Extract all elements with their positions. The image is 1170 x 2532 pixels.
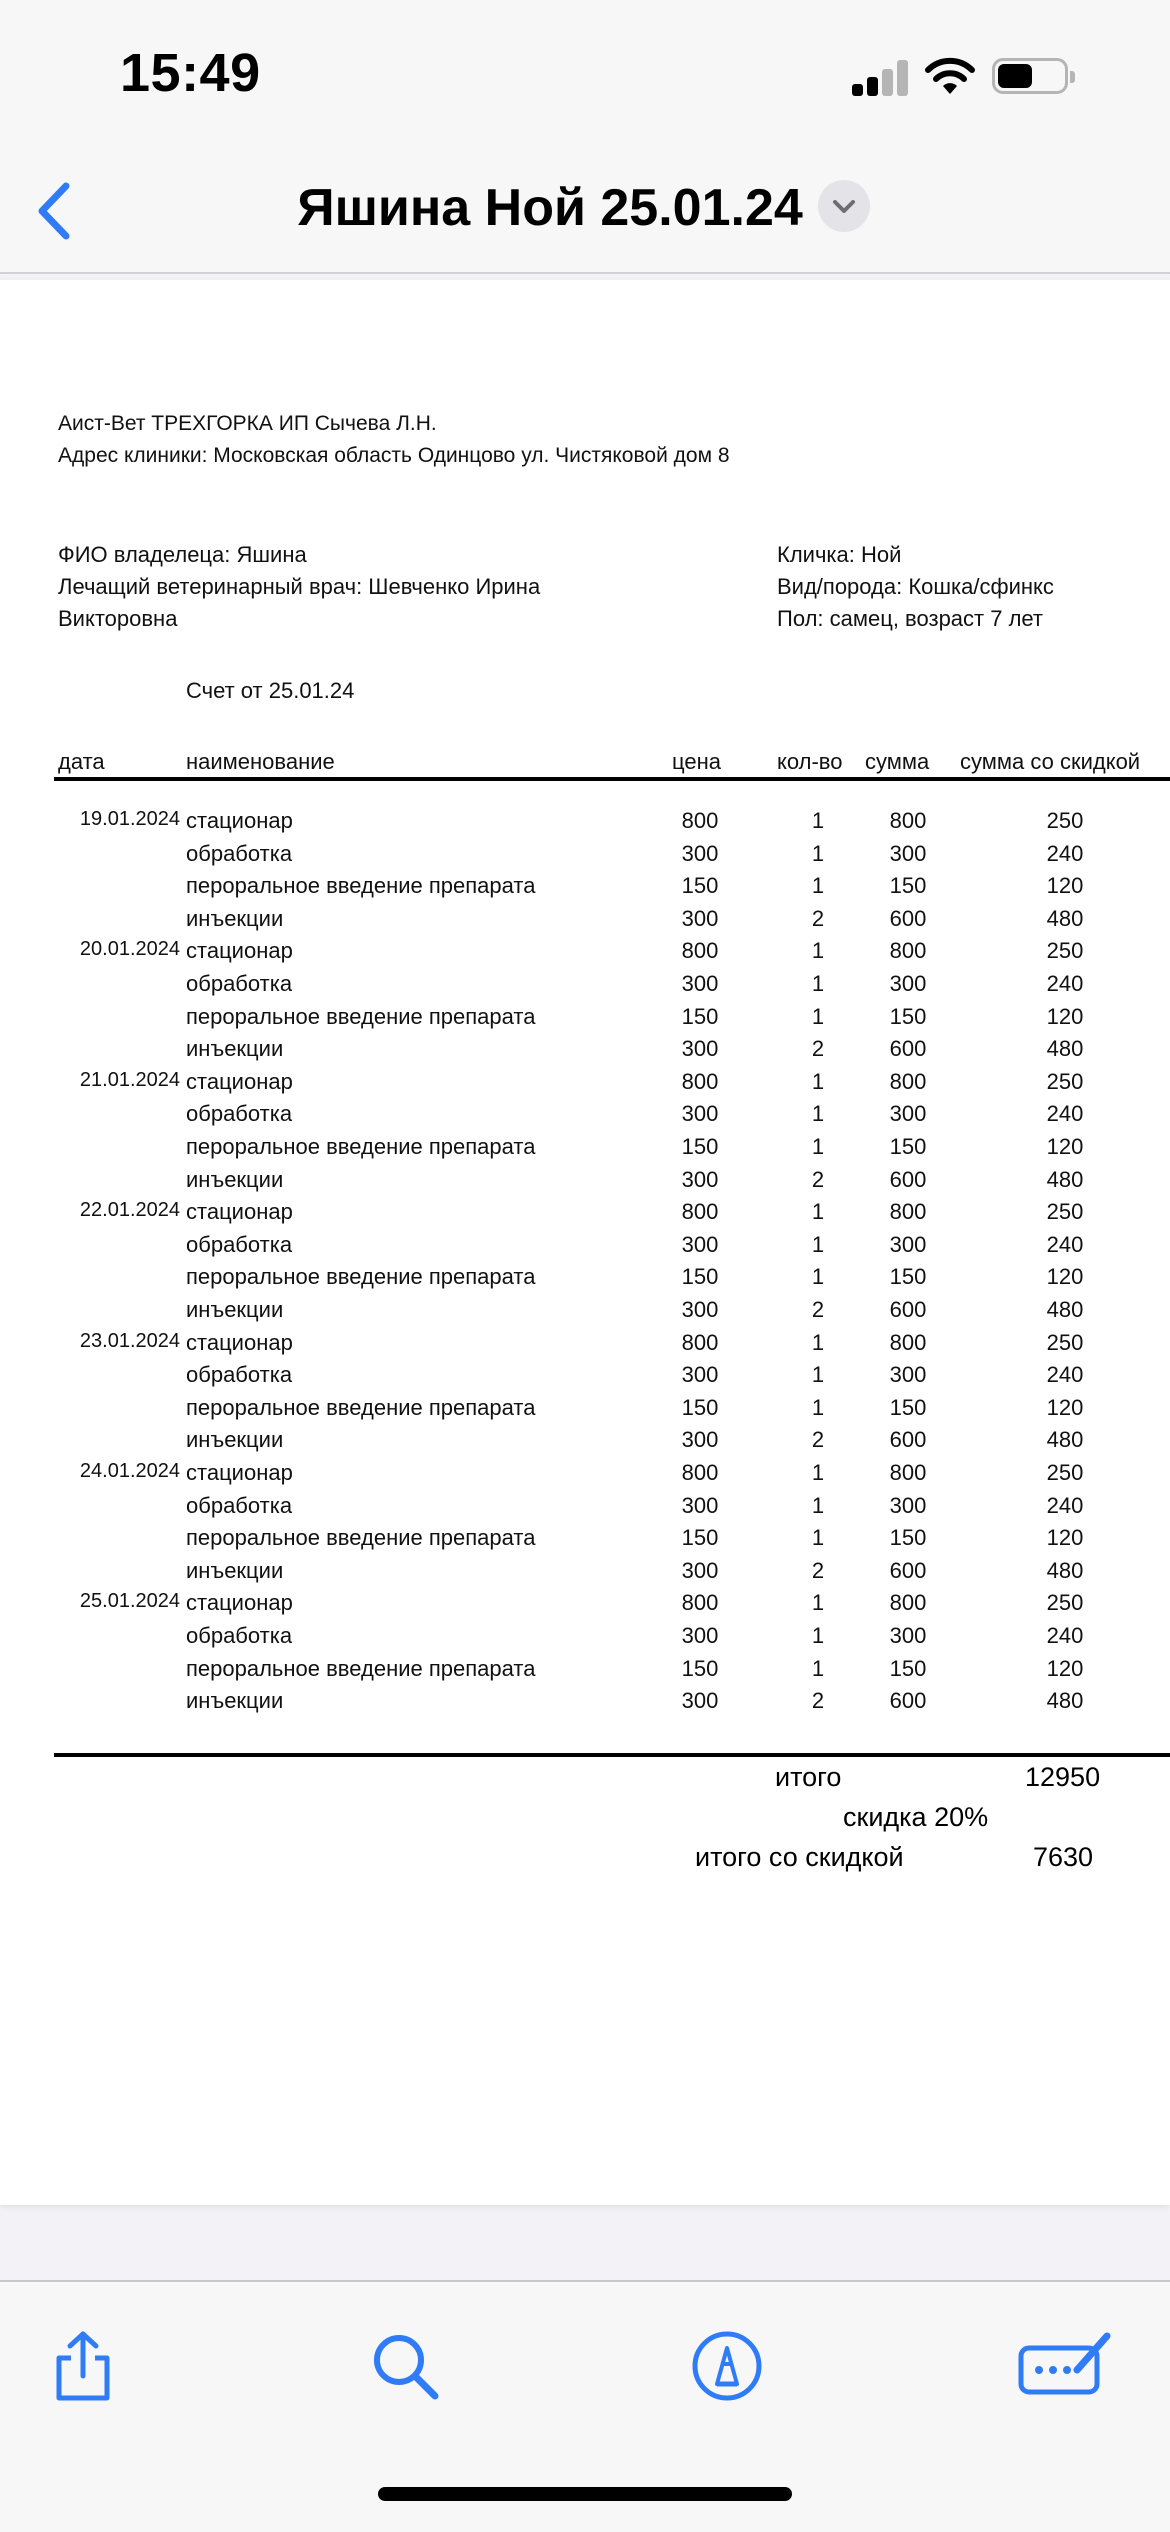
battery-icon bbox=[992, 58, 1068, 94]
row-discounted-sum: 250 bbox=[1046, 808, 1084, 833]
row-service-name: стационар bbox=[186, 938, 293, 963]
row-discounted-sum: 480 bbox=[1046, 1427, 1084, 1452]
invoice-title: Счет от 25.01.24 bbox=[186, 678, 355, 703]
row-price: 800 bbox=[681, 808, 719, 833]
row-sum: 300 bbox=[889, 971, 927, 996]
row-service-name: инъекции bbox=[186, 1558, 284, 1583]
row-qty: 2 bbox=[811, 1427, 825, 1452]
row-qty: 1 bbox=[811, 1362, 825, 1387]
col-header-name: наименование bbox=[186, 749, 335, 774]
row-sum: 150 bbox=[889, 1134, 927, 1159]
row-service-name: стационар bbox=[186, 1590, 293, 1615]
row-qty: 2 bbox=[811, 1167, 825, 1192]
total-label: итого bbox=[775, 1762, 842, 1792]
row-service-name: стационар bbox=[186, 1199, 293, 1224]
row-price: 800 bbox=[681, 1199, 719, 1224]
row-sum: 150 bbox=[889, 1395, 927, 1420]
row-sum: 800 bbox=[889, 1330, 927, 1355]
row-price: 300 bbox=[681, 1427, 719, 1452]
row-sum: 800 bbox=[889, 1199, 927, 1224]
row-service-name: пероральное введение препарата bbox=[186, 1395, 536, 1420]
doctor-line-1: Лечащий ветеринарный врач: Шевченко Ирина bbox=[58, 574, 541, 599]
row-service-name: пероральное введение препарата bbox=[186, 1134, 536, 1159]
row-price: 300 bbox=[681, 1362, 719, 1387]
row-service-name: инъекции bbox=[186, 1688, 284, 1713]
row-service-name: инъекции bbox=[186, 1036, 284, 1061]
pet-breed: Вид/порода: Кошка/сфинкс bbox=[777, 574, 1054, 599]
row-discounted-sum: 480 bbox=[1046, 1036, 1084, 1061]
row-service-name: пероральное введение препарата bbox=[186, 1525, 536, 1550]
row-qty: 1 bbox=[811, 1493, 825, 1518]
row-sum: 300 bbox=[889, 841, 927, 866]
navigation-bar bbox=[0, 150, 1170, 274]
row-price: 800 bbox=[681, 1069, 719, 1094]
row-sum: 800 bbox=[889, 1590, 927, 1615]
status-bar bbox=[0, 0, 1170, 150]
row-discounted-sum: 120 bbox=[1046, 1395, 1084, 1420]
row-service-name: инъекции bbox=[186, 906, 284, 931]
row-qty: 1 bbox=[811, 1134, 825, 1159]
row-qty: 2 bbox=[811, 906, 825, 931]
row-service-name: инъекции bbox=[186, 1167, 284, 1192]
total-value: 12950 bbox=[1025, 1762, 1101, 1792]
row-discounted-sum: 480 bbox=[1046, 1558, 1084, 1583]
row-discounted-sum: 240 bbox=[1046, 1101, 1084, 1126]
clinic-address: Адрес клиники: Московская область Одинцово ул. Чистяковой дом 8 bbox=[58, 444, 730, 467]
row-service-name: обработка bbox=[186, 1101, 293, 1126]
row-service-name: обработка bbox=[186, 971, 293, 996]
fill-sign-icon[interactable] bbox=[1015, 2326, 1115, 2406]
row-service-name: инъекции bbox=[186, 1297, 284, 1322]
document-title[interactable]: Яшина Ной 25.01.24 bbox=[297, 179, 803, 237]
row-price: 300 bbox=[681, 1101, 719, 1126]
row-discounted-sum: 250 bbox=[1046, 1069, 1084, 1094]
row-discounted-sum: 240 bbox=[1046, 1362, 1084, 1387]
row-discounted-sum: 120 bbox=[1046, 1004, 1084, 1029]
row-price: 300 bbox=[681, 1232, 719, 1257]
row-price: 150 bbox=[681, 1525, 719, 1550]
footer-rule bbox=[54, 1753, 1170, 1757]
total-discounted-value: 7630 bbox=[1033, 1842, 1094, 1872]
row-discounted-sum: 120 bbox=[1046, 1525, 1084, 1550]
search-icon[interactable] bbox=[365, 2326, 445, 2406]
row-price: 300 bbox=[681, 971, 719, 996]
row-qty: 1 bbox=[811, 938, 825, 963]
row-discounted-sum: 240 bbox=[1046, 1232, 1084, 1257]
row-qty: 1 bbox=[811, 1069, 825, 1094]
row-sum: 800 bbox=[889, 1460, 927, 1485]
row-price: 150 bbox=[681, 1264, 719, 1289]
pet-name: Кличка: Ной bbox=[777, 542, 902, 567]
row-service-name: пероральное введение препарата bbox=[186, 873, 536, 898]
row-discounted-sum: 120 bbox=[1046, 873, 1084, 898]
row-price: 300 bbox=[681, 841, 719, 866]
row-service-name: обработка bbox=[186, 1623, 293, 1648]
row-qty: 2 bbox=[811, 1297, 825, 1322]
row-sum: 150 bbox=[889, 1525, 927, 1550]
row-qty: 1 bbox=[811, 873, 825, 898]
row-qty: 1 bbox=[811, 1199, 825, 1224]
row-price: 300 bbox=[681, 906, 719, 931]
row-discounted-sum: 250 bbox=[1046, 1460, 1084, 1485]
row-date: 24.01.2024 bbox=[79, 1460, 180, 1482]
row-discounted-sum: 250 bbox=[1046, 1330, 1084, 1355]
row-discounted-sum: 240 bbox=[1046, 971, 1084, 996]
share-icon[interactable] bbox=[43, 2326, 123, 2406]
row-sum: 150 bbox=[889, 1656, 927, 1681]
row-discounted-sum: 480 bbox=[1046, 1297, 1084, 1322]
row-date: 22.01.2024 bbox=[79, 1199, 180, 1221]
row-qty: 2 bbox=[811, 1688, 825, 1713]
row-price: 800 bbox=[681, 1590, 719, 1615]
row-service-name: стационар bbox=[186, 1330, 293, 1355]
row-service-name: обработка bbox=[186, 1232, 293, 1257]
row-sum: 150 bbox=[889, 873, 927, 898]
row-sum: 800 bbox=[889, 808, 927, 833]
row-service-name: инъекции bbox=[186, 1427, 284, 1452]
row-qty: 1 bbox=[811, 1460, 825, 1485]
doctor-line-2: Викторовна bbox=[58, 606, 178, 631]
row-discounted-sum: 250 bbox=[1046, 938, 1084, 963]
row-date: 23.01.2024 bbox=[79, 1330, 180, 1352]
row-qty: 1 bbox=[811, 1525, 825, 1550]
row-sum: 300 bbox=[889, 1623, 927, 1648]
header-rule bbox=[54, 777, 1170, 781]
markup-pen-icon[interactable] bbox=[687, 2326, 767, 2406]
row-service-name: обработка bbox=[186, 1362, 293, 1387]
row-service-name: обработка bbox=[186, 1493, 293, 1518]
row-date: 20.01.2024 bbox=[79, 938, 180, 960]
row-qty: 1 bbox=[811, 1232, 825, 1257]
row-service-name: пероральное введение препарата bbox=[186, 1264, 536, 1289]
row-qty: 1 bbox=[811, 1264, 825, 1289]
row-discounted-sum: 120 bbox=[1046, 1656, 1084, 1681]
row-price: 300 bbox=[681, 1558, 719, 1583]
col-header-price: цена bbox=[672, 749, 721, 774]
row-price: 300 bbox=[681, 1297, 719, 1322]
row-qty: 1 bbox=[811, 841, 825, 866]
row-sum: 600 bbox=[889, 1558, 927, 1583]
row-price: 300 bbox=[681, 1493, 719, 1518]
col-header-discounted: сумма со скидкой bbox=[960, 749, 1141, 774]
row-discounted-sum: 120 bbox=[1046, 1134, 1084, 1159]
row-sum: 600 bbox=[889, 1036, 927, 1061]
row-service-name: стационар bbox=[186, 808, 293, 833]
row-price: 150 bbox=[681, 1004, 719, 1029]
discount-label: скидка 20% bbox=[843, 1802, 989, 1832]
row-price: 300 bbox=[681, 1167, 719, 1192]
row-sum: 300 bbox=[889, 1101, 927, 1126]
pet-sex-age: Пол: самец, возраст 7 лет bbox=[777, 606, 1043, 631]
col-header-qty: кол-во bbox=[777, 749, 843, 774]
row-price: 150 bbox=[681, 1656, 719, 1681]
row-sum: 300 bbox=[889, 1232, 927, 1257]
col-header-sum: сумма bbox=[865, 749, 930, 774]
row-date: 21.01.2024 bbox=[79, 1069, 180, 1091]
row-sum: 600 bbox=[889, 906, 927, 931]
row-sum: 600 bbox=[889, 1427, 927, 1452]
row-qty: 1 bbox=[811, 808, 825, 833]
row-date: 25.01.2024 bbox=[79, 1590, 180, 1612]
row-qty: 1 bbox=[811, 1395, 825, 1420]
col-header-date: дата bbox=[58, 749, 105, 774]
row-discounted-sum: 480 bbox=[1046, 906, 1084, 931]
row-qty: 1 bbox=[811, 971, 825, 996]
row-discounted-sum: 240 bbox=[1046, 1493, 1084, 1518]
row-sum: 600 bbox=[889, 1167, 927, 1192]
title-menu-chevron-down-icon[interactable] bbox=[818, 180, 870, 232]
row-date: 19.01.2024 bbox=[79, 808, 180, 830]
row-discounted-sum: 250 bbox=[1046, 1199, 1084, 1224]
row-service-name: стационар bbox=[186, 1069, 293, 1094]
row-qty: 1 bbox=[811, 1004, 825, 1029]
row-discounted-sum: 240 bbox=[1046, 841, 1084, 866]
owner-name: ФИО владелеца: Яшина bbox=[58, 542, 307, 567]
row-price: 800 bbox=[681, 1330, 719, 1355]
row-service-name: пероральное введение препарата bbox=[186, 1004, 536, 1029]
row-price: 150 bbox=[681, 873, 719, 898]
row-discounted-sum: 480 bbox=[1046, 1688, 1084, 1713]
row-price: 300 bbox=[681, 1036, 719, 1061]
row-price: 300 bbox=[681, 1688, 719, 1713]
status-time: 15:49 bbox=[120, 43, 261, 103]
row-sum: 800 bbox=[889, 1069, 927, 1094]
home-indicator[interactable] bbox=[378, 2487, 792, 2501]
row-qty: 2 bbox=[811, 1036, 825, 1061]
row-qty: 1 bbox=[811, 1623, 825, 1648]
clinic-name: Аист-Вет ТРЕХГОРКА ИП Сычева Л.Н. bbox=[58, 412, 437, 435]
row-price: 800 bbox=[681, 1460, 719, 1485]
wifi-icon bbox=[924, 56, 976, 96]
row-sum: 600 bbox=[889, 1297, 927, 1322]
row-sum: 150 bbox=[889, 1004, 927, 1029]
row-discounted-sum: 250 bbox=[1046, 1590, 1084, 1615]
row-sum: 150 bbox=[889, 1264, 927, 1289]
row-service-name: стационар bbox=[186, 1460, 293, 1485]
row-qty: 1 bbox=[811, 1656, 825, 1681]
row-qty: 2 bbox=[811, 1558, 825, 1583]
row-price: 300 bbox=[681, 1623, 719, 1648]
row-service-name: пероральное введение препарата bbox=[186, 1656, 536, 1681]
row-sum: 600 bbox=[889, 1688, 927, 1713]
row-discounted-sum: 120 bbox=[1046, 1264, 1084, 1289]
row-qty: 1 bbox=[811, 1590, 825, 1615]
document-page bbox=[0, 280, 1170, 2205]
cellular-signal-icon bbox=[852, 60, 912, 96]
row-discounted-sum: 480 bbox=[1046, 1167, 1084, 1192]
row-sum: 300 bbox=[889, 1493, 927, 1518]
row-sum: 800 bbox=[889, 938, 927, 963]
row-qty: 1 bbox=[811, 1101, 825, 1126]
row-discounted-sum: 240 bbox=[1046, 1623, 1084, 1648]
row-service-name: обработка bbox=[186, 841, 293, 866]
row-price: 800 bbox=[681, 938, 719, 963]
total-discounted-label: итого со скидкой bbox=[695, 1842, 904, 1872]
row-qty: 1 bbox=[811, 1330, 825, 1355]
row-price: 150 bbox=[681, 1134, 719, 1159]
row-price: 150 bbox=[681, 1395, 719, 1420]
row-sum: 300 bbox=[889, 1362, 927, 1387]
